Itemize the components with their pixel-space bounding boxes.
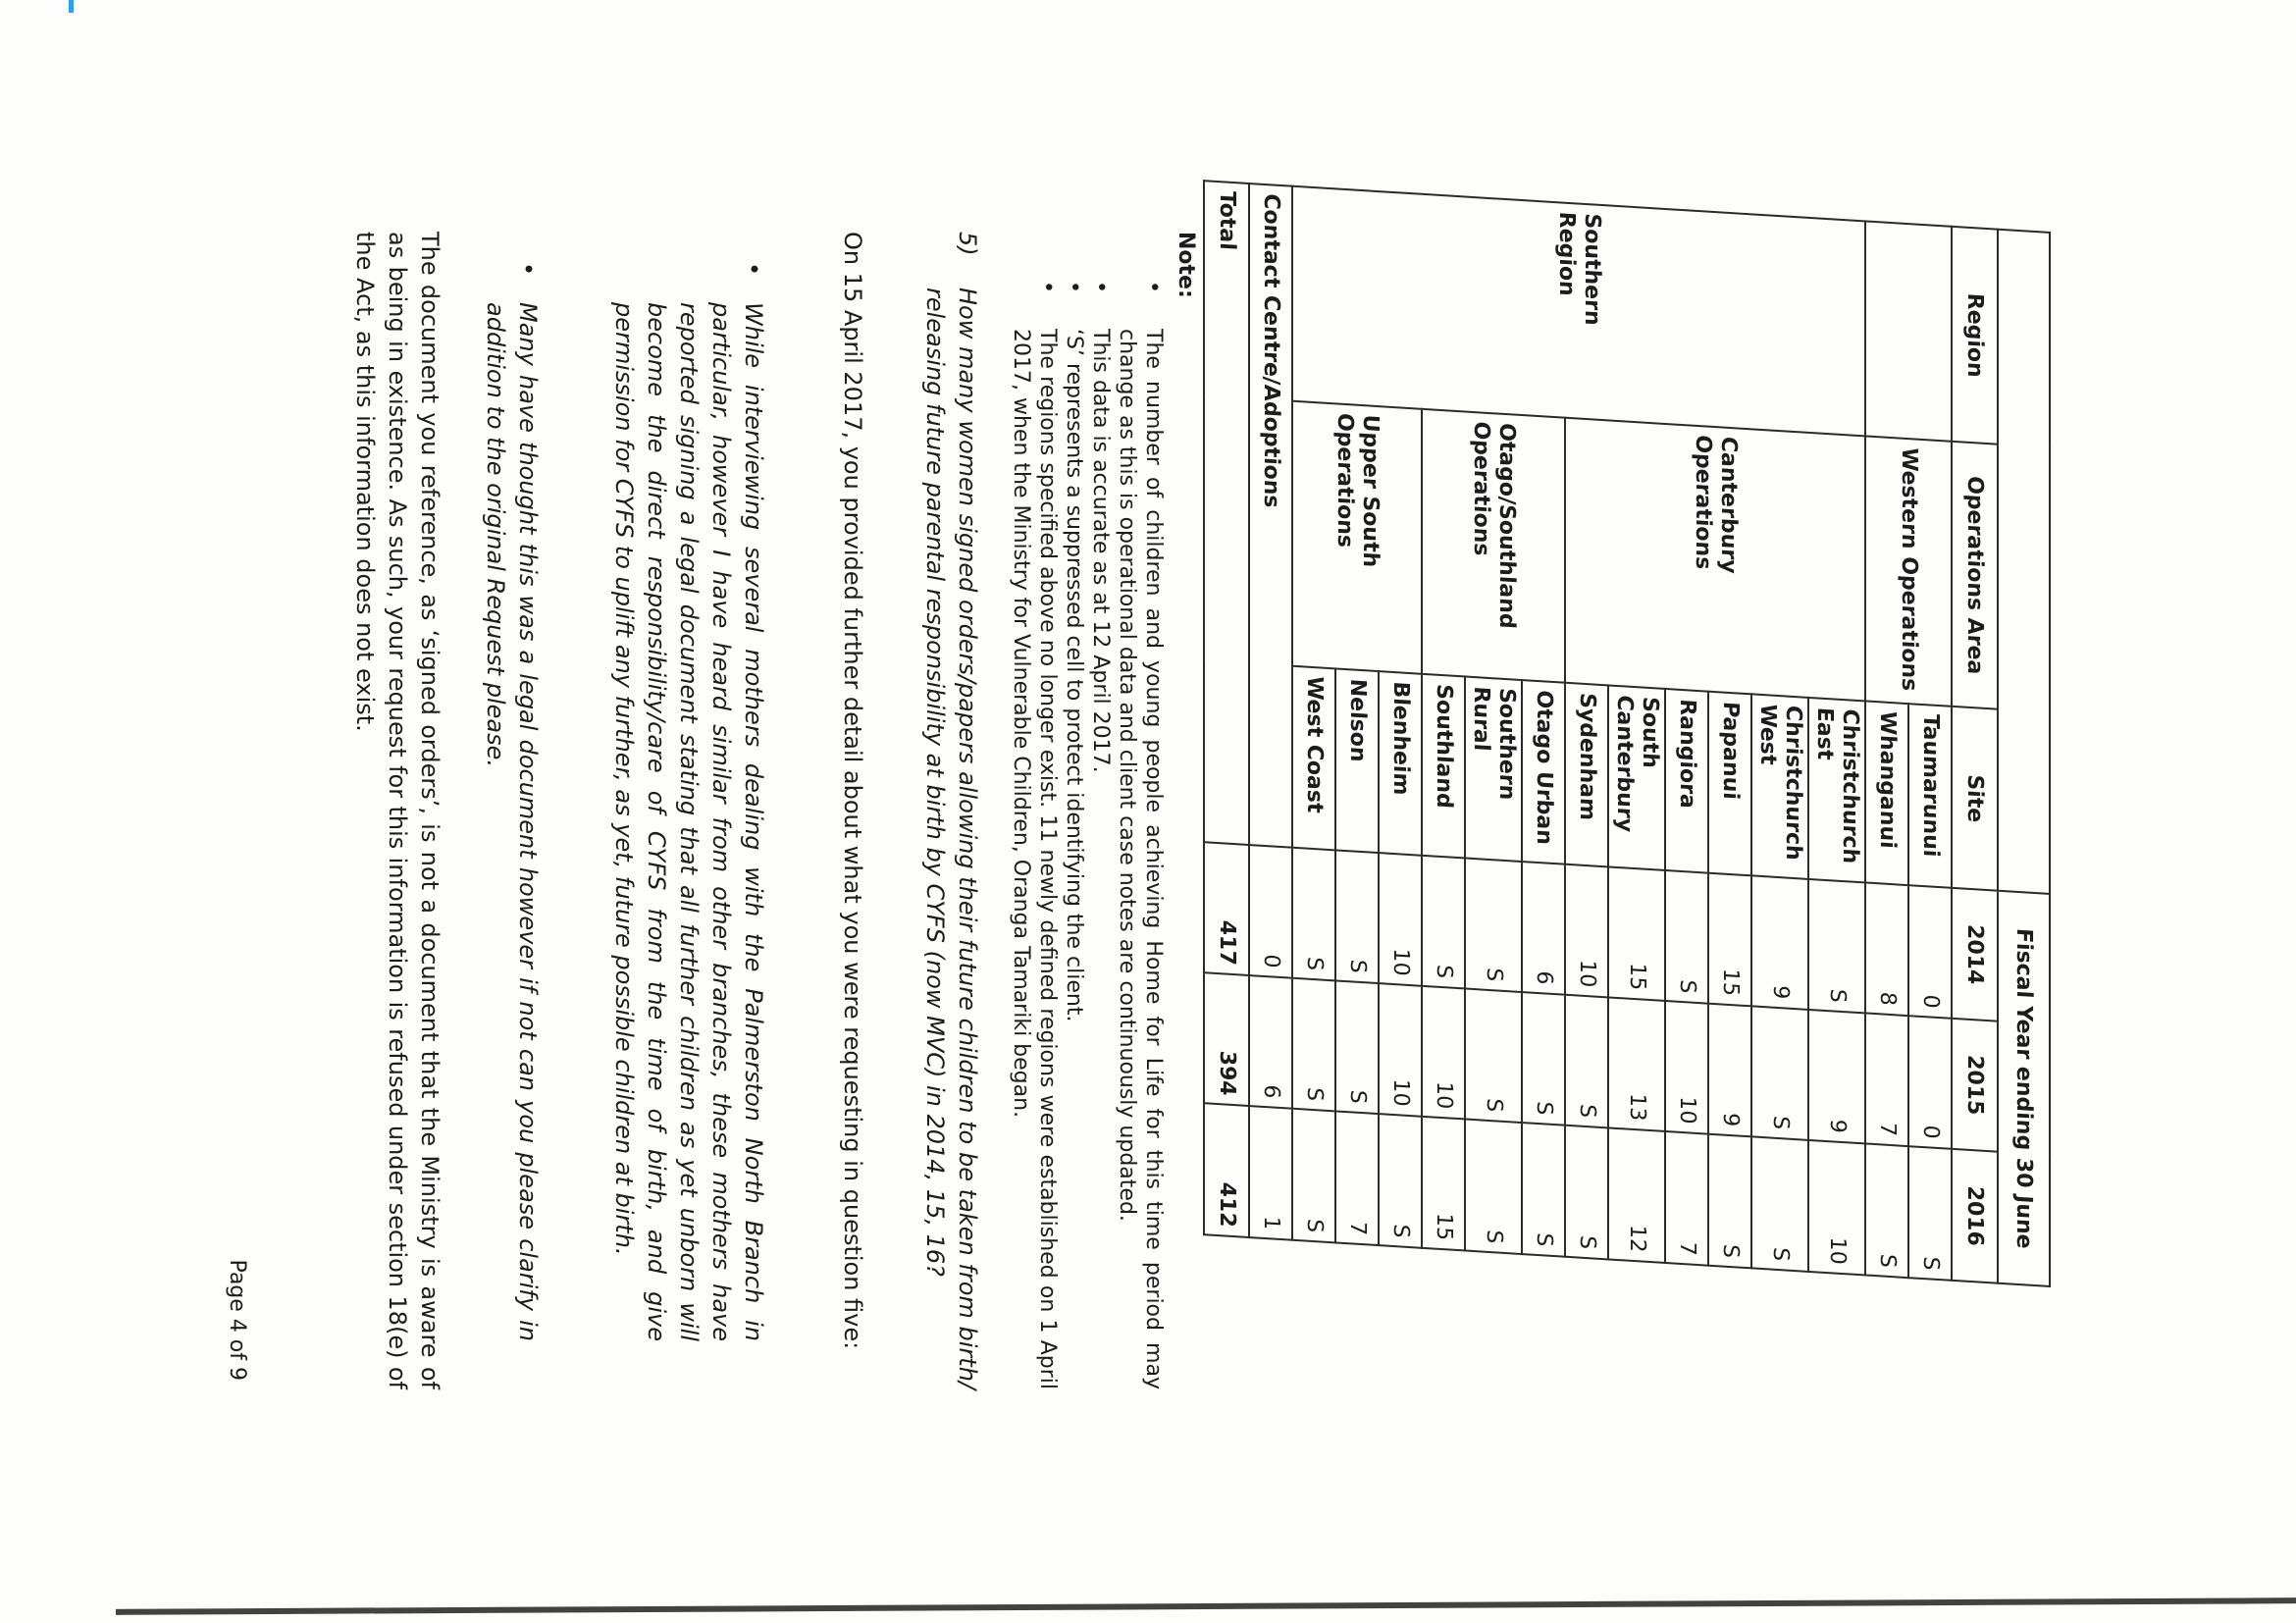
value-cell: 8	[1865, 882, 1908, 1016]
site-nelson: Nelson	[1335, 668, 1379, 853]
value-cell: 10	[1379, 983, 1422, 1117]
value-cell: S	[1751, 1006, 1808, 1140]
header-2014: 2014	[1952, 888, 1998, 1021]
fiscal-year-banner: Fiscal Year ending 30 June	[1998, 891, 2050, 1286]
value-cell: 7	[1665, 1131, 1708, 1266]
value-cell: 0	[1908, 1016, 1952, 1149]
value-cell: S	[1565, 995, 1608, 1128]
table-row	[1808, 218, 1865, 1276]
table-header-row	[1952, 227, 1998, 1283]
site-papanui: Papanui	[1708, 692, 1751, 876]
value-cell: 10	[1565, 864, 1608, 998]
site-southland: Southland	[1422, 674, 1465, 859]
note-bullet: • The regions specified above no longer exist. 11 newly defined regions were established on 1 April 2017, when the Ministry for Vulnerable Children, Oranga Tamariki began.	[1008, 232, 1061, 1389]
header-operations-area: Operations Area	[1952, 442, 1998, 709]
value-cell: 9	[1708, 1004, 1751, 1137]
value-cell: S	[1522, 992, 1565, 1126]
value-cell: S	[1465, 858, 1522, 992]
value-cell: 10	[1808, 1140, 1865, 1276]
region-cell-western	[1865, 221, 1952, 441]
question-five	[918, 232, 983, 1389]
value-cell: 0	[1908, 885, 1952, 1019]
quoted-bullet-2: • Many have thought this was a legal document however if not can you please clarify in addition to the original Request please.	[479, 232, 544, 1341]
value-cell: S	[1665, 870, 1708, 1004]
value-cell: 10	[1665, 1001, 1708, 1134]
value-cell: S	[1708, 1134, 1751, 1269]
note-bullet-list	[1008, 232, 1167, 1389]
value-cell: 15	[1708, 873, 1751, 1007]
total-value-2015: 394	[1204, 972, 1249, 1106]
value-cell: S	[1865, 1143, 1908, 1278]
value-cell: 6	[1249, 975, 1292, 1109]
value-cell: S	[1292, 1109, 1335, 1243]
site-southern-rural: Southern Rural	[1465, 676, 1522, 862]
value-cell: S	[1908, 1146, 1952, 1281]
value-cell: S	[1292, 978, 1335, 1112]
site-whanganui: Whanganui	[1865, 701, 1908, 885]
value-cell: S	[1335, 980, 1379, 1114]
home-for-life-table	[1203, 180, 2051, 1287]
table-row	[1908, 224, 1952, 1281]
value-cell: S	[1292, 848, 1335, 981]
site-christchurch-west: Christchurch West	[1751, 694, 1808, 879]
area-cell-upper-south-operations: Upper South Operations	[1292, 401, 1422, 674]
value-cell: 10	[1379, 853, 1422, 986]
value-cell: 0	[1249, 845, 1292, 978]
value-cell: S	[1335, 850, 1379, 983]
note-bullet: • ‘S’ represents a suppressed cell to protect identifying the client.	[1061, 232, 1087, 1389]
site-otago-urban: Otago Urban	[1522, 680, 1565, 864]
home-for-life-table-wrap	[1203, 180, 2051, 1287]
total-row	[1204, 181, 1249, 1237]
note-bullet: • This data is accurate as at 12 April 2017.	[1087, 232, 1114, 1389]
value-cell: S	[1522, 1123, 1565, 1257]
value-cell: 12	[1608, 1127, 1665, 1263]
value-cell: 9	[1808, 1010, 1865, 1144]
site-christchurch-east: Christchurch East	[1808, 698, 1865, 883]
area-cell-western-operations: Western Operations	[1865, 436, 1952, 706]
table-banner-row	[1998, 230, 2050, 1286]
closing-paragraph: The document you reference, as ‘signed orders’, is not a document that the Ministry is aware of as being in existence. As such, your request for this information is refused under section 18(e) of the Act, as this information does not exist.	[351, 232, 444, 1389]
scan-artifact-blue-tick	[69, 0, 74, 13]
header-site: Site	[1952, 707, 1998, 891]
value-cell: S	[1465, 1119, 1522, 1254]
site-sydenham: Sydenham	[1565, 683, 1608, 867]
area-cell-canterbury-operations: Canterbury Operations	[1565, 418, 1865, 702]
site-taumarunui: Taumarunui	[1908, 704, 1952, 888]
page-number: Page 4 of 9	[225, 1259, 249, 1381]
quoted-bullet-1: • While interviewing several mothers dealing with the Palmerston North Branch in particular, however I have heard similar from other branches, these mothers have reported signing a legal document stating that all further children as yet unborn will become the direct responsibility/care of CYFS from the time of birth, and give permission for CYFS to uplift any further, as yet, future possible children at birth.	[607, 232, 769, 1341]
value-cell: 10	[1422, 986, 1465, 1120]
question-number: 5)	[954, 232, 981, 256]
value-cell: S	[1751, 1136, 1808, 1272]
note-heading: Note:	[1174, 232, 1198, 298]
value-cell: 15	[1422, 1117, 1465, 1251]
header-2015: 2015	[1952, 1019, 1998, 1152]
total-value-2014: 417	[1204, 842, 1249, 975]
site-south-canterbury: South Canterbury	[1608, 685, 1665, 870]
value-cell: 9	[1751, 875, 1808, 1010]
value-cell: S	[1565, 1126, 1608, 1260]
note-bullet: • The number of children and young people achieving Home for Life for this time period may change as this is operational data and client case notes are continuously updated.	[1114, 232, 1167, 1389]
value-cell: S	[1422, 856, 1465, 989]
question-text: How many women signed orders/papers allowing their future children to be taken from birth/ releasing future parental responsibility at birth by CYFS (now MVC) in 2014, 15, 16?	[921, 288, 981, 1389]
value-cell: 13	[1608, 997, 1665, 1131]
value-cell: 1	[1249, 1106, 1292, 1240]
header-region: Region	[1952, 227, 1998, 445]
value-cell: 15	[1608, 866, 1665, 1001]
area-cell-otago-southland-operations: Otago/Southland Operations	[1422, 409, 1565, 683]
contact-centre-row	[1249, 183, 1292, 1240]
value-cell: 7	[1335, 1111, 1379, 1245]
value-cell: 7	[1865, 1013, 1908, 1146]
region-cell-southern: Southern Region	[1292, 186, 1865, 437]
site-rangiora: Rangiora	[1665, 689, 1708, 873]
value-cell: S	[1808, 879, 1865, 1014]
site-blenheim: Blenheim	[1379, 671, 1422, 856]
value-cell: S	[1379, 1114, 1422, 1248]
note-section	[1008, 232, 1199, 1389]
header-2016: 2016	[1952, 1149, 1998, 1283]
value-cell: S	[1465, 988, 1522, 1123]
intro-paragraph: On 15 April 2017, you provided further detail about what you were requesting in question five:	[839, 232, 866, 1350]
total-value-2016: 412	[1204, 1103, 1249, 1237]
total-label: Total	[1204, 181, 1249, 845]
banner-spacer	[1998, 230, 2050, 894]
site-west-coast: West Coast	[1292, 666, 1335, 851]
contact-centre-label: Contact Centre/Adoptions	[1249, 183, 1292, 848]
value-cell: 6	[1522, 862, 1565, 995]
